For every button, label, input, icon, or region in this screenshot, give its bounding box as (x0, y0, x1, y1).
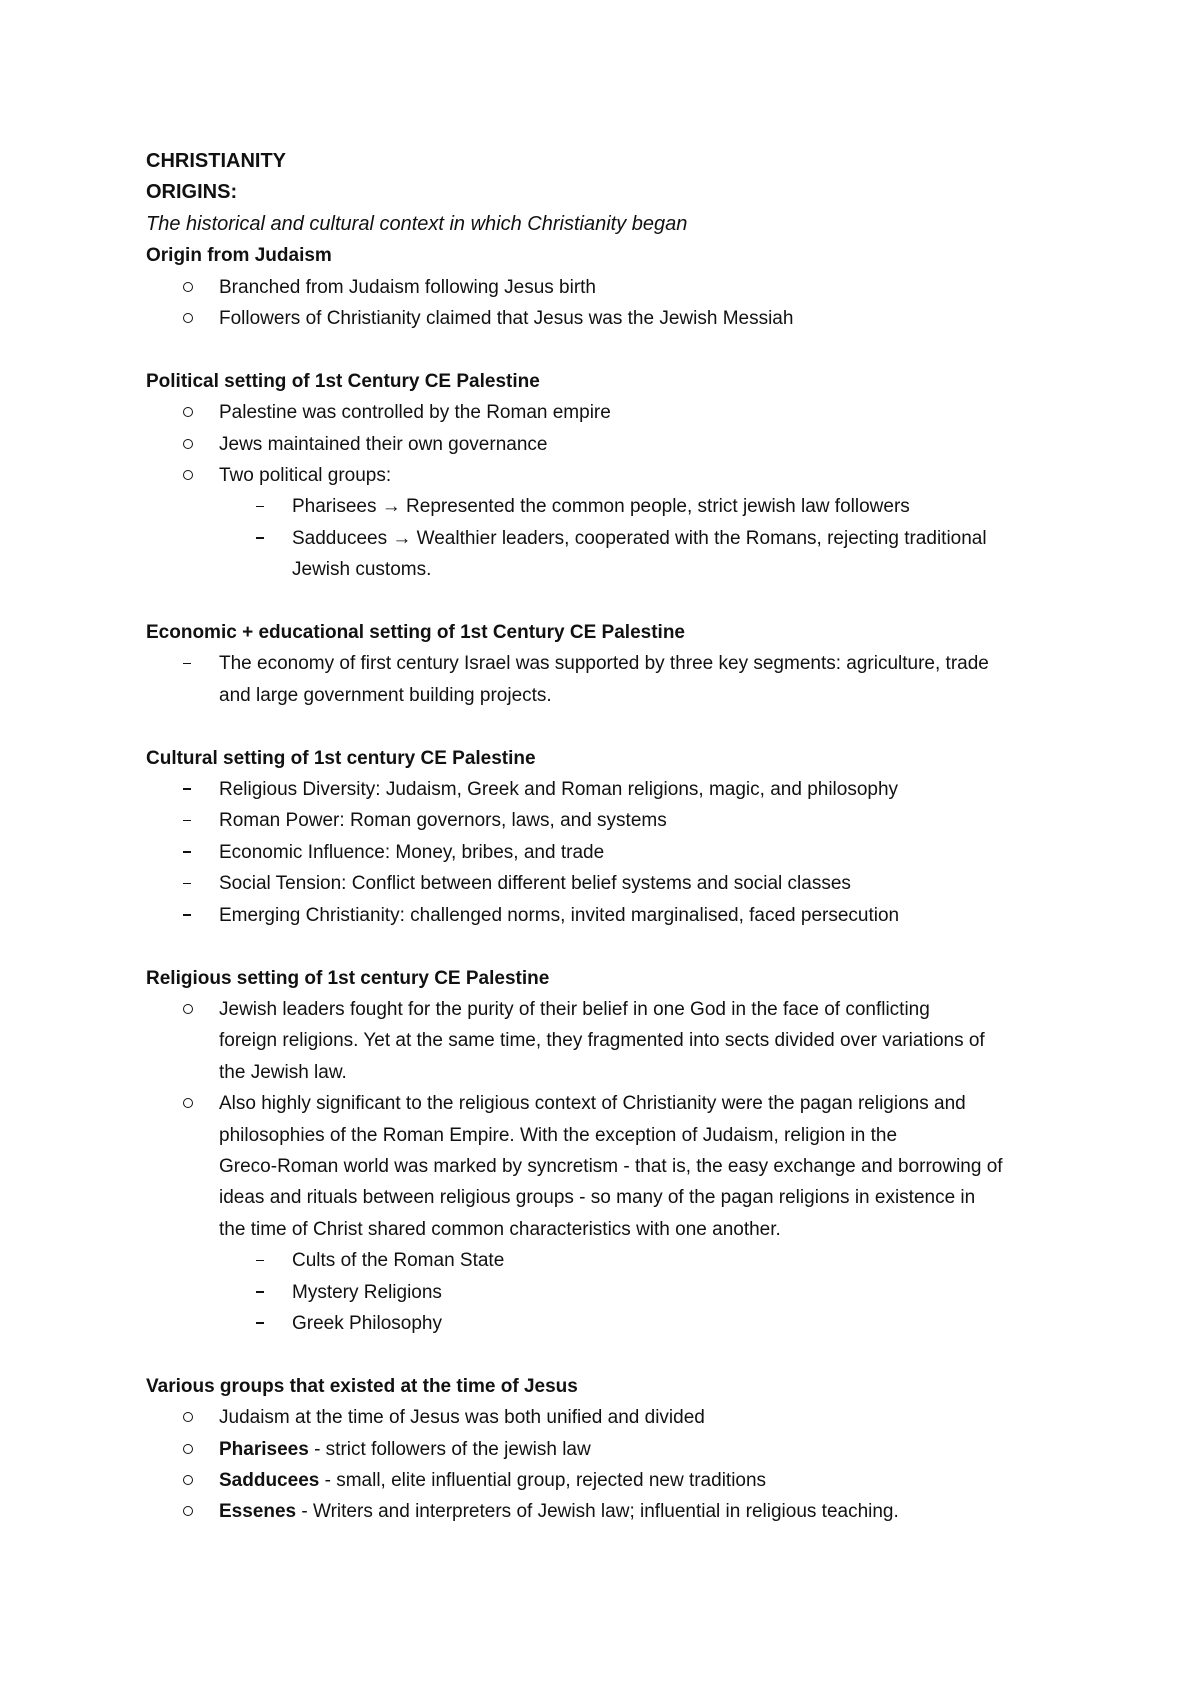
sub-list-item: Greek Philosophy (146, 1308, 1086, 1339)
list-item: Social Tension: Conflict between different belief systems and social classes (146, 868, 1086, 899)
term-pharisees: Pharisees (219, 1438, 309, 1460)
list-item: Economic Influence: Money, bribes, and trade (146, 837, 1086, 868)
dash-bullet-icon (183, 837, 203, 868)
list-item-continuation: philosophies of the Roman Empire. With the exception of Judaism, religion in the (219, 1124, 898, 1146)
list-item: Judaism at the time of Jesus was both unified and divided (146, 1402, 1086, 1433)
sub-list-item: Mystery Religions (146, 1277, 1086, 1308)
circle-bullet-icon (183, 272, 203, 303)
list-item: Jewish leaders fought for the purity of their belief in one God in the face of conflicting (146, 994, 1086, 1025)
list-item: Jews maintained their own governance (146, 429, 1086, 460)
list-item-continuation: ideas and rituals between religious groups - so many of the pagan religions in existence in (219, 1187, 976, 1209)
dash-bullet-icon (256, 491, 276, 522)
dash-bullet-icon (183, 774, 203, 805)
circle-bullet-icon (183, 303, 203, 334)
circle-bullet-icon (183, 994, 203, 1025)
intro-text: The historical and cultural context in which Christianity began (146, 212, 688, 235)
dash-bullet-icon (256, 1245, 276, 1276)
dash-bullet-icon (183, 900, 203, 931)
section-heading-cultural: Cultural setting of 1st century CE Palestine (146, 747, 536, 769)
list-item-continuation: the time of Christ shared common characteristics with one another. (219, 1218, 781, 1240)
circle-bullet-icon (183, 397, 203, 428)
circle-bullet-icon (183, 460, 203, 491)
dash-bullet-icon (256, 1308, 276, 1339)
dash-bullet-icon (183, 868, 203, 899)
section-heading-political: Political setting of 1st Century CE Palestine (146, 370, 540, 392)
document-title: CHRISTIANITY (146, 150, 286, 172)
circle-bullet-icon (183, 1496, 203, 1527)
list-item-essenes: Essenes - Writers and interpreters of Jewish law; influential in religious teaching. (146, 1496, 1086, 1527)
list-item: Emerging Christianity: challenged norms, invited marginalised, faced persecution (146, 900, 1086, 931)
list-item: Palestine was controlled by the Roman empire (146, 397, 1086, 428)
sub-list-item: Pharisees → Represented the common people, strict jewish law followers (146, 491, 1086, 522)
dash-bullet-icon (183, 805, 203, 836)
list-item-continuation: Greco-Roman world was marked by syncretism - that is, the easy exchange and borrowing of (219, 1155, 1003, 1177)
list-item-continuation: the Jewish law. (219, 1061, 347, 1083)
list-item: Religious Diversity: Judaism, Greek and Roman religions, magic, and philosophy (146, 774, 1086, 805)
dash-bullet-icon (256, 1277, 276, 1308)
section-heading-origin: Origin from Judaism (146, 245, 332, 267)
list-item-pharisees: Pharisees - strict followers of the jewish law (146, 1434, 1086, 1465)
sub-list-item: Sadducees → Wealthier leaders, cooperated with the Romans, rejecting traditional (146, 523, 1086, 554)
dash-bullet-icon (256, 523, 276, 554)
section-heading-economic: Economic + educational setting of 1st Century CE Palestine (146, 622, 685, 644)
circle-bullet-icon (183, 1465, 203, 1496)
sub-list-item-continuation: Jewish customs. (292, 559, 432, 581)
document-page (146, 146, 1086, 1528)
sub-list-item: Cults of the Roman State (146, 1245, 1086, 1276)
section-heading-groups: Various groups that existed at the time of Jesus (146, 1375, 578, 1397)
list-item: The economy of first century Israel was supported by three key segments: agriculture, trade (146, 648, 1086, 679)
list-item-sadducees: Sadducees - small, elite influential group, rejected new traditions (146, 1465, 1086, 1496)
section-heading-religious: Religious setting of 1st century CE Palestine (146, 967, 550, 989)
list-item: Branched from Judaism following Jesus birth (146, 272, 1086, 303)
circle-bullet-icon (183, 1434, 203, 1465)
list-item-continuation: and large government building projects. (219, 684, 552, 706)
list-item: Roman Power: Roman governors, laws, and systems (146, 805, 1086, 836)
circle-bullet-icon (183, 1088, 203, 1119)
list-item: Two political groups: (146, 460, 1086, 491)
dash-bullet-icon (183, 648, 203, 679)
list-item: Also highly significant to the religious context of Christianity were the pagan religions and (146, 1088, 1086, 1119)
term-sadducees: Sadducees (219, 1469, 320, 1491)
circle-bullet-icon (183, 1402, 203, 1433)
circle-bullet-icon (183, 429, 203, 460)
list-item-continuation: foreign religions. Yet at the same time, they fragmented into sects divided over variations of (219, 1030, 985, 1052)
document-subtitle: ORIGINS: (146, 181, 238, 204)
term-essenes: Essenes (219, 1501, 297, 1523)
list-item: Followers of Christianity claimed that Jesus was the Jewish Messiah (146, 303, 1086, 334)
